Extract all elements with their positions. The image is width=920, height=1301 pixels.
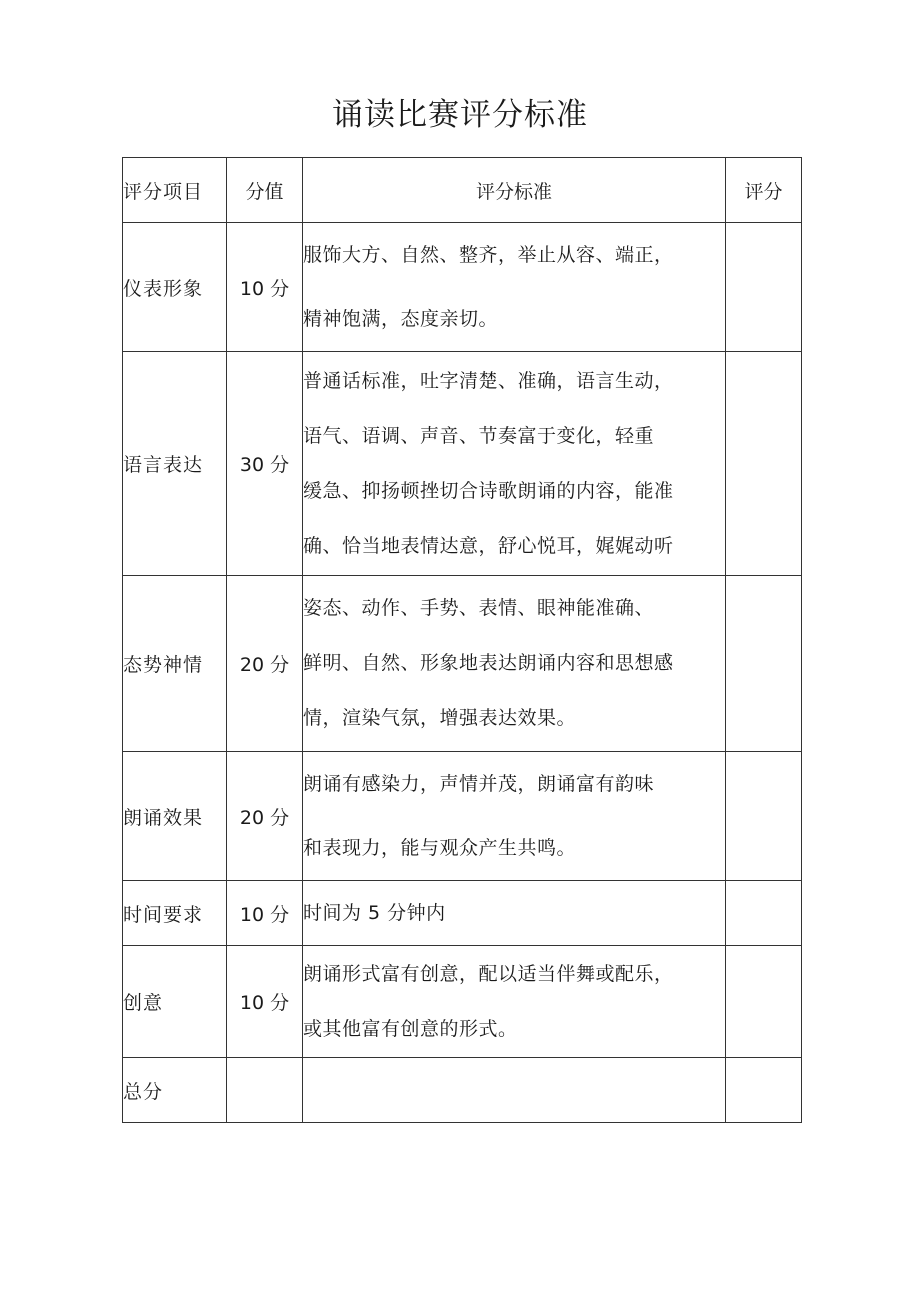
criteria-line: 朗诵形式富有创意，配以适当伴舞或配乐， — [303, 962, 674, 985]
row-criteria-cell — [303, 881, 726, 946]
header-criteria: 评分标准 — [303, 158, 726, 223]
criteria-line: 或其他富有创意的形式。 — [303, 1017, 518, 1040]
row-score-cell: 20 分 — [227, 576, 303, 752]
criteria-line: 确、恰当地表情达意，舒心悦耳，娓娓动听 — [303, 534, 674, 557]
criteria-line: 鲜明、自然、形象地表达朗诵内容和思想感 — [303, 652, 674, 674]
table-row — [123, 223, 802, 352]
row-item-cell: 态势神情 — [123, 576, 227, 752]
row-criteria-cell — [303, 1058, 726, 1123]
row-grade-cell[interactable] — [726, 946, 802, 1058]
row-grade-cell[interactable] — [726, 752, 802, 881]
row-grade-cell[interactable] — [726, 881, 802, 946]
table-row — [123, 881, 802, 946]
row-grade-cell[interactable] — [726, 352, 802, 576]
criteria-line: 和表现力，能与观众产生共鸣。 — [303, 837, 577, 859]
table-row-total — [123, 1058, 802, 1123]
row-grade-cell[interactable] — [726, 223, 802, 352]
row-score-cell: 10 分 — [227, 223, 303, 352]
row-score-cell: 10 分 — [227, 946, 303, 1058]
row-item-cell: 创意 — [123, 946, 227, 1058]
criteria-line: 普通话标准，吐字清楚、准确，语言生动， — [303, 369, 674, 392]
row-criteria-cell — [303, 576, 726, 752]
table-row — [123, 576, 802, 752]
criteria-line: 语气、语调、声音、节奏富于变化，轻重 — [303, 424, 655, 447]
row-score-cell: 10 分 — [227, 881, 303, 946]
table-row — [123, 352, 802, 576]
row-item-cell: 语言表达 — [123, 352, 227, 576]
criteria-line: 情，渲染气氛，增强表达效果。 — [303, 707, 577, 729]
header-score: 分值 — [227, 158, 303, 223]
row-score-cell: 20 分 — [227, 752, 303, 881]
row-grade-cell[interactable] — [726, 1058, 802, 1123]
row-item-cell: 朗诵效果 — [123, 752, 227, 881]
row-criteria-cell — [303, 352, 726, 576]
row-score-cell: 30 分 — [227, 352, 303, 576]
row-grade-cell[interactable] — [726, 576, 802, 752]
row-item-cell: 仪表形象 — [123, 223, 227, 352]
table-header-row — [123, 158, 802, 223]
header-item: 评分项目 — [123, 158, 227, 223]
table-row — [123, 946, 802, 1058]
criteria-line: 服饰大方、自然、整齐，举止从容、端正， — [303, 244, 674, 266]
criteria-line: 姿态、动作、手势、表情、眼神能准确、 — [303, 597, 655, 619]
criteria-line: 精神饱满，态度亲切。 — [303, 308, 499, 330]
row-item-cell: 时间要求 — [123, 881, 227, 946]
criteria-line: 时间为 5 分钟内 — [303, 902, 446, 924]
row-criteria-cell — [303, 946, 726, 1058]
table-row — [123, 752, 802, 881]
row-item-cell: 总分 — [123, 1058, 227, 1123]
criteria-line: 朗诵有感染力，声情并茂，朗诵富有韵味 — [303, 773, 655, 795]
scoring-table — [122, 157, 802, 1123]
row-score-cell[interactable] — [227, 1058, 303, 1123]
row-criteria-cell — [303, 223, 726, 352]
row-criteria-cell — [303, 752, 726, 881]
document-title: 诵读比赛评分标准 — [332, 97, 588, 133]
criteria-line: 缓急、抑扬顿挫切合诗歌朗诵的内容，能准 — [303, 479, 674, 502]
header-grade: 评分 — [726, 158, 802, 223]
